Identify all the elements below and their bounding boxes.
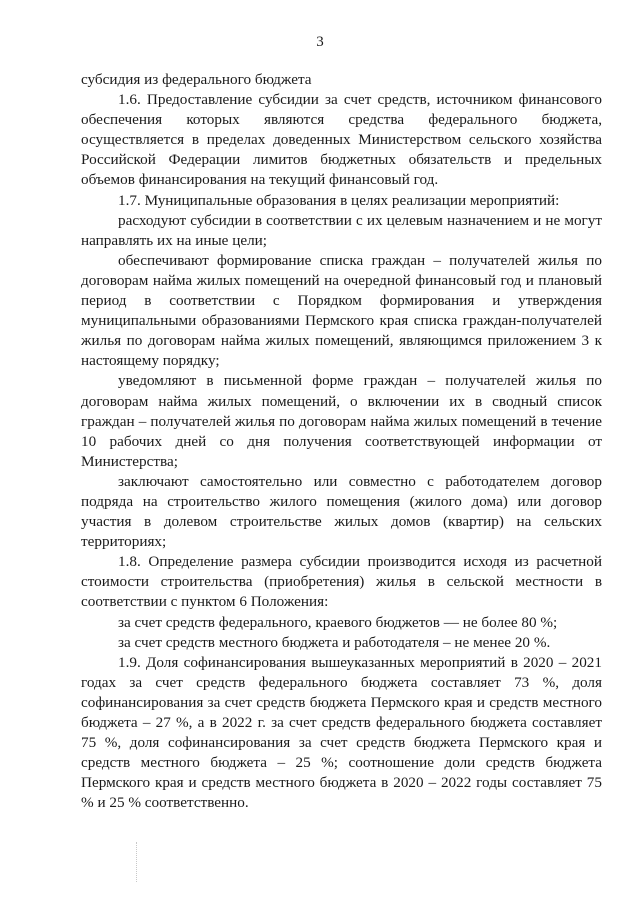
scan-edge-mark: [136, 842, 138, 882]
paragraph-1-7-contracts: заключают самостоятельно или совместно с работодателем договор подряда на строительство жилого помещения (жилого дома) или договор участия в долевом строительстве жилых домов (квартир) на сельских территориях;: [81, 472, 602, 551]
paragraph-1-9: 1.9. Доля софинансирования вышеуказанных мероприятий в 2020 – 2021 годах за счет средств федерального бюджета составляет 73 %, доля софинансирования за счет средств бюджета Пермского края и средств местного бюджета – 27 %, а в 2022 г. за счет средств федерального бюджета составляет 75 %, доля софинансирования за счет средств бюджета Пермского края и средств местного бюджета – 25 %; соотношение доли средств бюджета Пермского края и средств местного бюджета в 2020 – 2022 годы составляет 75 % и 25 % соответственно.: [81, 653, 602, 812]
paragraph-1-7-list-formation: обеспечивают формирование списка граждан – получателей жилья по договорам найма жилых помещений на очередной финансовый год и плановый период в соответствии с Порядком формирования и утверждения муниципальными образованиями Пермского края списка граждан-получателей жилья по договорам найма жилых помещений, являющимся приложением 3 к настоящему порядку;: [81, 251, 602, 370]
paragraph-1-8-federal-regional: за счет средств федерального, краевого бюджетов — не более 80 %;: [118, 613, 558, 631]
paragraph-1-8: 1.8. Определение размера субсидии производится исходя из расчетной стоимости строительства (приобретения) жилья в сельской местности в соответствии с пунктом 6 Положения:: [81, 553, 602, 611]
page-number: 3: [316, 34, 324, 50]
paragraph-1-7-notify: уведомляют в письменной форме граждан – получателей жилья по договорам найма жилых помещений, о включении их в сводный список граждан – получателей жилья по договорам найма жилых помещений в течение 10 рабочих дней со дня получения соответствующей информации от Министерства;: [81, 372, 602, 470]
paragraph-1-7: 1.7. Муниципальные образования в целях реализации мероприятий:: [118, 191, 560, 209]
paragraph-1-7-spend: расходуют субсидии в соответствии с их целевым назначением и не могут направлять их на иные цели;: [81, 211, 602, 249]
paragraph-1-8-local: за счет средств местного бюджета и работодателя – не менее 20 %.: [118, 633, 551, 651]
document-body: [81, 70, 602, 813]
paragraph-1-6: 1.6. Предоставление субсидии за счет средств, источником финансового обеспечения которых являются средства федерального бюджета, осуществляется в пределах доведенных Министерством сельского хозяйства Российской Федерации лимитов бюджетных обязательств и предельных объемов финансирования на текущий финансовый год.: [81, 91, 602, 189]
paragraph-subsidy-continuation: субсидия из федерального бюджета: [81, 71, 312, 88]
